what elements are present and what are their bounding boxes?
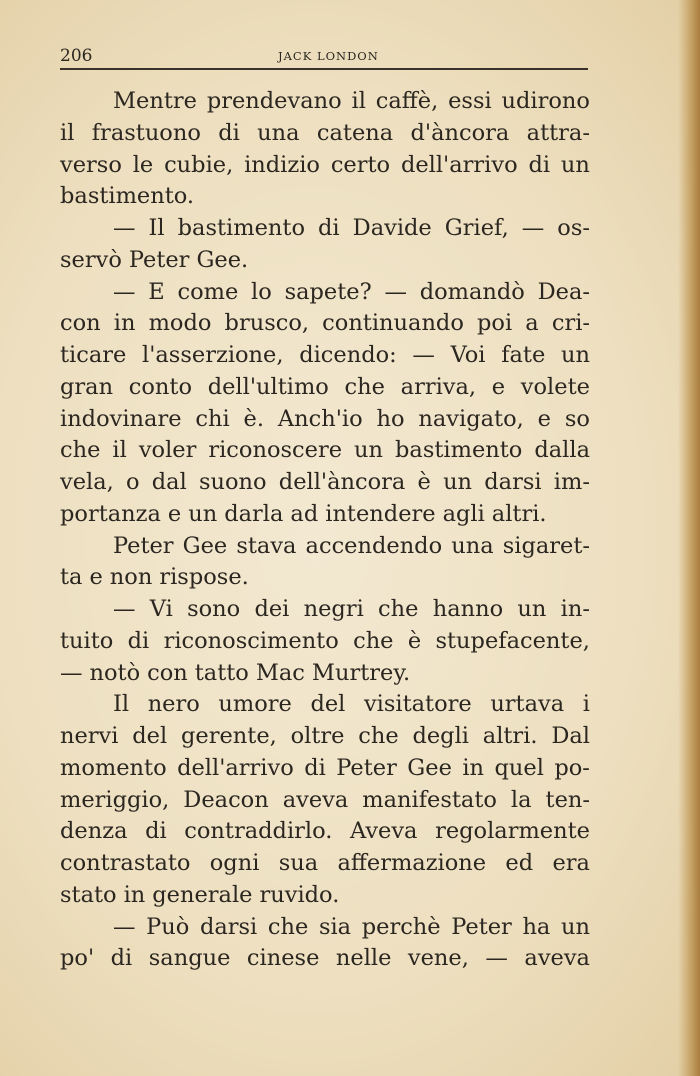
word: darla	[224, 500, 284, 527]
word: un	[443, 469, 473, 495]
word: attra-	[526, 119, 590, 146]
word: ed	[505, 850, 534, 876]
word: servò	[60, 246, 122, 273]
word: Peter	[113, 532, 174, 559]
word: un	[517, 596, 547, 622]
word: altri.	[482, 723, 538, 749]
word: e	[89, 564, 103, 591]
word: —	[60, 659, 83, 686]
word: ho	[376, 405, 405, 432]
word: che	[358, 723, 399, 749]
word: navigato,	[418, 405, 524, 432]
word: Vi	[149, 596, 173, 622]
word: e	[491, 373, 506, 400]
word: del	[132, 723, 168, 749]
word: E	[148, 278, 165, 305]
word: —	[485, 945, 508, 972]
word: sia	[318, 913, 352, 940]
word: domandò	[419, 278, 525, 305]
word: —	[412, 342, 435, 368]
word: cinese	[246, 945, 320, 972]
word: dei	[254, 596, 290, 622]
word: Mac	[255, 659, 305, 686]
word: brusco,	[224, 310, 310, 337]
text-line	[60, 150, 590, 182]
word: umore	[218, 691, 292, 718]
word: os-	[557, 215, 590, 241]
word: Gee	[407, 754, 452, 781]
word: degli	[412, 723, 469, 749]
page-header	[60, 46, 588, 70]
word: di	[127, 627, 150, 654]
word: altri.	[491, 500, 547, 527]
word: il	[60, 119, 75, 146]
word: d'àncora	[410, 119, 510, 146]
word: Mentre	[113, 88, 197, 114]
text-line	[60, 658, 590, 690]
word: udirono	[501, 88, 590, 114]
word: dalla	[534, 437, 590, 464]
word: voler	[138, 437, 197, 464]
word: bastimento	[177, 215, 305, 241]
word: contrastato	[60, 850, 191, 876]
text-line	[60, 340, 590, 372]
word: conto	[128, 373, 193, 400]
word: l'asserzione,	[142, 342, 284, 368]
word: Davide	[352, 215, 432, 241]
text-line	[60, 912, 590, 944]
text-line	[60, 785, 590, 817]
word: urtava	[490, 691, 565, 718]
text-line	[60, 308, 590, 340]
word: di	[145, 818, 167, 845]
word: gerente,	[181, 723, 277, 749]
word: Murtrey.	[311, 659, 411, 686]
word: stato	[60, 881, 117, 908]
text-line	[60, 86, 590, 118]
word: il	[112, 437, 127, 464]
word: Dal	[551, 723, 590, 749]
word: aveva	[524, 945, 590, 972]
word: sono	[187, 596, 241, 622]
word: notò	[89, 659, 141, 686]
text-line	[60, 467, 590, 499]
word: o	[126, 469, 140, 495]
word: di	[528, 151, 551, 178]
word: dell'àncora	[278, 469, 406, 495]
word: i	[582, 691, 590, 718]
word: bastimento.	[60, 183, 195, 210]
text-line	[60, 594, 590, 626]
word: accendendo	[305, 532, 443, 559]
text-line	[60, 181, 590, 213]
word: Il	[113, 691, 130, 718]
word: dell'arrivo	[177, 754, 294, 781]
page-edge-shadow	[678, 0, 700, 1076]
word: dell'arrivo	[400, 151, 518, 178]
word: sua	[278, 850, 319, 876]
word: la	[510, 786, 532, 813]
word: in-	[560, 596, 590, 622]
word: stupefacente,	[435, 627, 590, 654]
word: modo	[148, 310, 212, 337]
text-line	[60, 562, 590, 594]
word: ticare	[60, 342, 127, 368]
word: po-	[554, 754, 590, 781]
word: so	[564, 405, 590, 432]
text-line	[60, 721, 590, 753]
word: in	[113, 310, 136, 337]
word: una	[451, 532, 494, 559]
word: Aveva	[349, 818, 418, 845]
word: del	[310, 691, 346, 718]
word: con	[147, 659, 188, 686]
text-line	[60, 816, 590, 848]
body-text	[60, 86, 590, 975]
word: —	[113, 596, 136, 622]
word: catena	[316, 119, 394, 146]
word: che	[344, 373, 385, 400]
word: di	[318, 215, 340, 241]
text-line	[60, 404, 590, 436]
word: certo	[330, 151, 391, 178]
word: il	[351, 88, 366, 114]
word: un	[354, 437, 384, 464]
word: è.	[243, 405, 265, 432]
text-line	[60, 626, 590, 658]
word: bastimento	[395, 437, 523, 464]
page-number: 206	[60, 46, 93, 66]
word: —	[384, 278, 407, 305]
word: vela,	[60, 469, 114, 495]
word: Gee	[182, 532, 228, 559]
word: Grief,	[444, 215, 509, 241]
word: indovinare	[60, 405, 182, 432]
text-line	[60, 499, 590, 531]
word: e	[537, 405, 551, 432]
word: —	[113, 215, 136, 241]
word: nero	[147, 691, 200, 718]
text-line	[60, 118, 590, 150]
word: che	[267, 913, 309, 940]
word: a	[525, 310, 539, 337]
word: dell'ultimo	[207, 373, 329, 400]
word: ad	[290, 500, 319, 527]
word: stava	[236, 532, 297, 559]
word: un	[188, 500, 218, 527]
word: sigaret-	[502, 532, 590, 559]
word: sapete?	[284, 278, 372, 305]
word: con	[60, 310, 101, 337]
word: affermazione	[337, 850, 487, 876]
word: frastuono	[91, 119, 201, 146]
word: vene,	[407, 945, 469, 972]
word: ha	[522, 913, 551, 940]
word: sangue	[148, 945, 231, 972]
word: ogni	[209, 850, 260, 876]
word: prendevano	[206, 88, 342, 114]
word: di	[218, 119, 240, 146]
word: ta	[60, 564, 83, 591]
word: suono	[198, 469, 267, 495]
word: continuando	[322, 310, 464, 337]
word: un	[560, 913, 590, 940]
text-line	[60, 753, 590, 785]
text-line	[60, 848, 590, 880]
word: regolarmente	[435, 818, 590, 845]
word: ten-	[545, 786, 590, 813]
word: Peter	[451, 913, 512, 940]
word: non	[109, 564, 153, 591]
word: quel	[494, 754, 544, 781]
text-line	[60, 689, 590, 721]
text-line	[60, 531, 590, 563]
word: —	[113, 278, 136, 305]
word: oltre	[290, 723, 345, 749]
word: un	[560, 151, 590, 178]
word: gran	[60, 373, 114, 400]
running-title: JACK LONDON	[278, 49, 379, 63]
text-line	[60, 245, 590, 277]
word: po'	[60, 945, 95, 972]
word: intendere	[325, 500, 436, 527]
word: generale	[152, 881, 253, 908]
word: poi	[477, 310, 513, 337]
word: agli	[442, 500, 485, 527]
word: cubie,	[164, 151, 234, 178]
word: tuito	[60, 627, 114, 654]
word: chi	[195, 405, 230, 432]
word: che	[60, 437, 101, 464]
word: negri	[303, 596, 364, 622]
word: che	[378, 596, 419, 622]
word: aveva	[282, 786, 349, 813]
word: Il	[148, 215, 165, 241]
word: essi	[448, 88, 492, 114]
word: dal	[151, 469, 187, 495]
text-line	[60, 277, 590, 309]
word: in	[462, 754, 485, 781]
word: —	[113, 913, 136, 940]
word: una	[257, 119, 300, 146]
text-line	[60, 213, 590, 245]
word: come	[177, 278, 239, 305]
word: darsi	[199, 913, 258, 940]
word: un	[560, 342, 590, 368]
word: era	[552, 850, 590, 876]
text-line	[60, 435, 590, 467]
word: e	[167, 500, 182, 527]
text-line	[60, 880, 590, 912]
word: momento	[60, 754, 167, 781]
word: cri-	[551, 310, 590, 337]
word: riconoscere	[208, 437, 343, 464]
word: Voi	[450, 342, 486, 368]
word: caffè,	[375, 88, 439, 114]
word: tatto	[194, 659, 249, 686]
word: volete	[520, 373, 590, 400]
text-line	[60, 372, 590, 404]
word: contraddirlo.	[184, 818, 333, 845]
word: portanza	[60, 500, 161, 527]
word: im-	[553, 469, 590, 495]
word: di	[110, 945, 133, 972]
word: rispose.	[159, 564, 249, 591]
word: Peter	[128, 246, 190, 273]
word: lo	[251, 278, 272, 305]
word: hanno	[432, 596, 504, 622]
text-line	[60, 943, 590, 975]
word: che	[353, 627, 394, 654]
word: denza	[60, 818, 128, 845]
word: arriva,	[400, 373, 477, 400]
word: indizio	[244, 151, 320, 178]
word: Peter	[336, 754, 397, 781]
word: Gee.	[196, 246, 249, 273]
word: riconoscimento	[163, 627, 339, 654]
word: è	[417, 469, 431, 495]
word: Deacon	[183, 786, 269, 813]
word: visitatore	[363, 691, 472, 718]
word: è	[407, 627, 422, 654]
word: fate	[501, 342, 546, 368]
word: manifestato	[362, 786, 497, 813]
word: dicendo:	[299, 342, 397, 368]
word: di	[304, 754, 326, 781]
word: in	[123, 881, 146, 908]
word: darsi	[484, 469, 542, 495]
word: Dea-	[537, 278, 590, 305]
word: Può	[146, 913, 190, 940]
word: meriggio,	[60, 786, 170, 813]
word: ruvido.	[259, 881, 340, 908]
word: le	[132, 151, 154, 178]
word: verso	[60, 151, 122, 178]
word: Anch'io	[277, 405, 363, 432]
word: —	[521, 215, 545, 241]
word: perchè	[361, 913, 441, 940]
word: nelle	[335, 945, 392, 972]
word: nervi	[60, 723, 119, 749]
